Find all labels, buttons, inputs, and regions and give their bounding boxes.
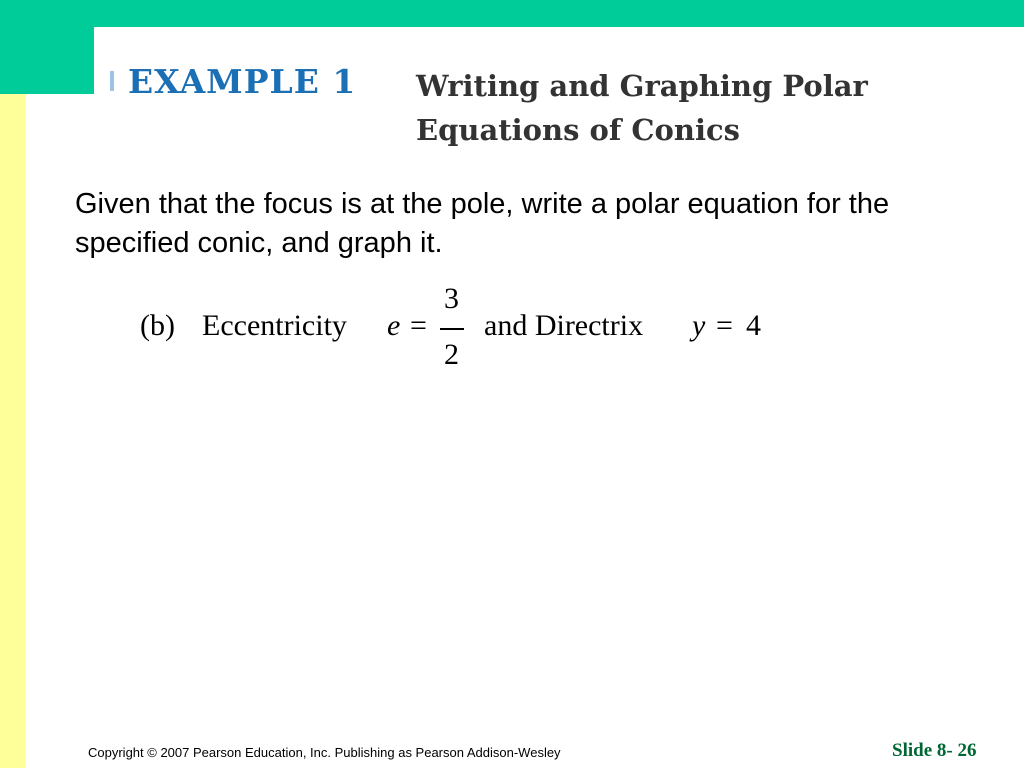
directrix-value: 4: [746, 309, 761, 342]
fraction-denominator: 2: [444, 338, 459, 371]
example-title: [416, 64, 868, 152]
equals-sign-2: =: [716, 309, 733, 342]
fraction-numerator: 3: [444, 282, 459, 315]
corner-accent-block: [0, 0, 94, 94]
example-title-line-2: Equations of Conics: [416, 113, 740, 147]
e-variable: e: [387, 309, 401, 342]
and-directrix-label: and Directrix: [484, 309, 644, 342]
part-label: (b): [140, 309, 175, 342]
example-title-line-1: Writing and Graphing Polar: [416, 69, 868, 103]
left-accent-bar: [0, 94, 26, 768]
example-marker: [110, 71, 114, 91]
example-label: EXAMPLE 1: [128, 62, 357, 101]
equals-sign: =: [410, 309, 427, 342]
problem-prompt: Given that the focus is at the pole, write a polar equation for the specified conic, and graph it.: [75, 188, 890, 259]
copyright-notice: Copyright © 2007 Pearson Education, Inc. Publishing as Pearson Addison-Wesley: [88, 745, 561, 760]
fraction-bar: [440, 328, 464, 330]
eccentricity-label: Eccentricity: [202, 309, 347, 342]
slide-number: Slide 8- 26: [892, 740, 977, 761]
top-accent-bar: [0, 0, 1024, 27]
y-variable: y: [692, 309, 706, 342]
